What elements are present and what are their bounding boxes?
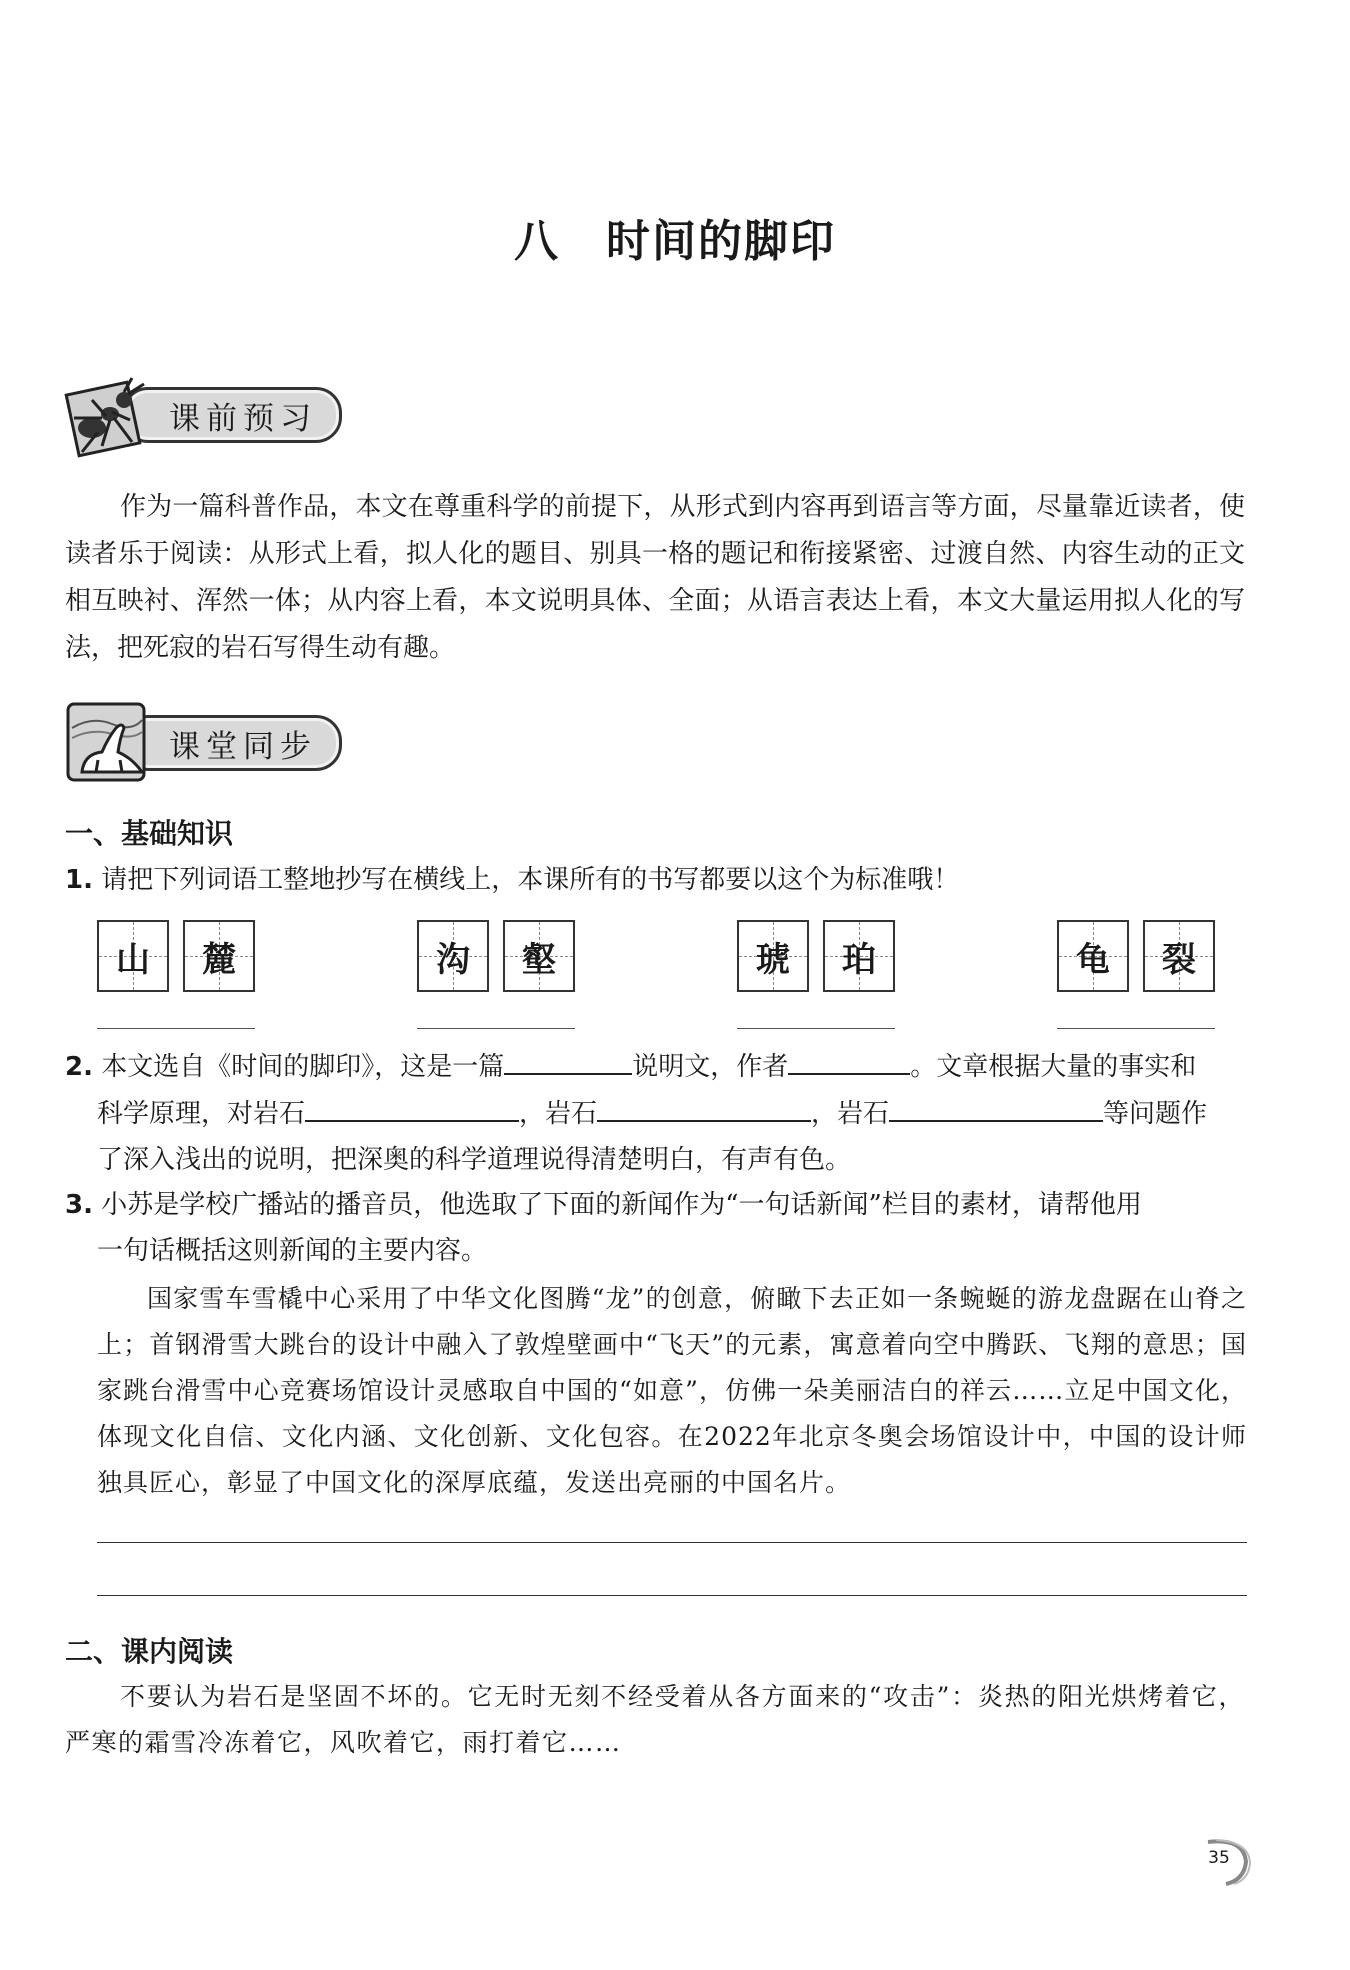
- page-number-text: 35: [1208, 1848, 1230, 1868]
- answer-blank[interactable]: [597, 1090, 811, 1122]
- char-box: 山: [97, 920, 169, 992]
- sync-banner: [62, 698, 342, 788]
- part2-heading: 二、课内阅读: [65, 1635, 234, 1668]
- sync-label: 课堂同步: [122, 715, 342, 771]
- char-box: 珀: [823, 920, 895, 992]
- lesson-name: 时间的脚印: [606, 216, 836, 267]
- q2-text-2: 说明文，作者: [632, 1052, 789, 1082]
- copy-line[interactable]: [737, 1028, 895, 1029]
- preview-text: 作为一篇科普作品，本文在尊重科学的前提下，从形式到内容再到语言等方面，尽量靠近读者，使读者乐于阅读：从形式上看，拟人化的题目、别具一格的题记和衔接紧密、过渡自然、内容生动的正文相互映衬、浑然一体；从内容上看，本文说明具体、全面；从语言表达上看，本文大量运用拟人化的写法，把死寂的岩石写得生动有趣。: [65, 492, 1245, 663]
- q3-text-1: 小苏是学校广播站的播音员，他选取了下面的新闻作为“一句话新闻”栏目的素材，请帮他用: [101, 1190, 1142, 1220]
- news-passage: [97, 1276, 1247, 1506]
- char-box: 沟: [417, 920, 489, 992]
- news-text: 国家雪车雪橇中心采用了中华文化图腾“龙”的创意，俯瞰下去正如一条蜿蜒的游龙盘踞在山脊之上；首钢滑雪大跳台的设计中融入了敦煌壁画中“飞天”的元素，寓意着向空中腾跃、飞翔的意思；国家跳台滑雪中心竞赛场馆设计灵感取自中国的“如意”，仿佛一朵美丽洁白的祥云……立足中国文化，体现文化自信、文化内涵、文化创新、文化包容。在2022年北京冬奥会场馆设计中，中国的设计师独具匠心，彰显了中国文化的深厚底蕴，发送出亮丽的中国名片。: [97, 1284, 1247, 1497]
- copy-line[interactable]: [417, 1028, 575, 1029]
- question-1-number: 1.: [65, 865, 93, 895]
- lesson-title: [0, 205, 1350, 269]
- answer-blank[interactable]: [504, 1043, 632, 1075]
- answer-blank[interactable]: [305, 1090, 519, 1122]
- copy-line[interactable]: [1057, 1028, 1215, 1029]
- reading-passage: [65, 1674, 1245, 1766]
- answer-blank[interactable]: [788, 1043, 910, 1075]
- question-3-number: 3.: [65, 1190, 93, 1220]
- q2-text-8: 了深入浅出的说明，把深奥的科学道理说得清楚明白，有声有色。: [97, 1145, 852, 1175]
- lesson-number: 八: [514, 216, 560, 267]
- part1-heading: 一、基础知识: [65, 817, 234, 850]
- char-box: 麓: [183, 920, 255, 992]
- q2-text-5: ，岩石: [519, 1099, 598, 1129]
- char-box: 壑: [503, 920, 575, 992]
- char-box: 琥: [737, 920, 809, 992]
- q2-text-7: 等问题作: [1103, 1099, 1208, 1129]
- answer-line[interactable]: [97, 1542, 1247, 1543]
- preview-paragraph: [65, 484, 1245, 672]
- ant-icon: [62, 370, 152, 460]
- copy-line[interactable]: [97, 1028, 255, 1029]
- char-box: 裂: [1143, 920, 1215, 992]
- page-number: [1198, 1836, 1254, 1886]
- q2-text-3: 。文章根据大量的事实和: [910, 1052, 1197, 1082]
- question-3: [65, 1182, 1245, 1274]
- q2-text-1: 本文选自《时间的脚印》，这是一篇: [101, 1052, 505, 1082]
- preview-banner: [62, 370, 342, 460]
- answer-line[interactable]: [97, 1595, 1247, 1596]
- question-2-number: 2.: [65, 1052, 93, 1082]
- char-box: 龟: [1057, 920, 1129, 992]
- question-1-text: 请把下列词语工整地抄写在横线上，本课所有的书写都要以这个为标准哦！: [101, 865, 960, 895]
- q3-text-2: 一句话概括这则新闻的主要内容。: [97, 1236, 488, 1266]
- answer-blank[interactable]: [889, 1090, 1103, 1122]
- reading-text: 不要认为岩石是坚固不坏的。它无时无刻不经受着从各方面来的“攻击”：炎热的阳光烘烤着它，严寒的霜雪冷冻着它，风吹着它，雨打着它……: [65, 1682, 1245, 1757]
- dinosaur-icon: [62, 698, 152, 788]
- question-2: [65, 1043, 1245, 1183]
- q2-text-6: ，岩石: [811, 1099, 890, 1129]
- question-1: [65, 857, 1245, 903]
- preview-label: 课前预习: [122, 387, 342, 443]
- q2-text-4: 科学原理，对岩石: [97, 1099, 306, 1129]
